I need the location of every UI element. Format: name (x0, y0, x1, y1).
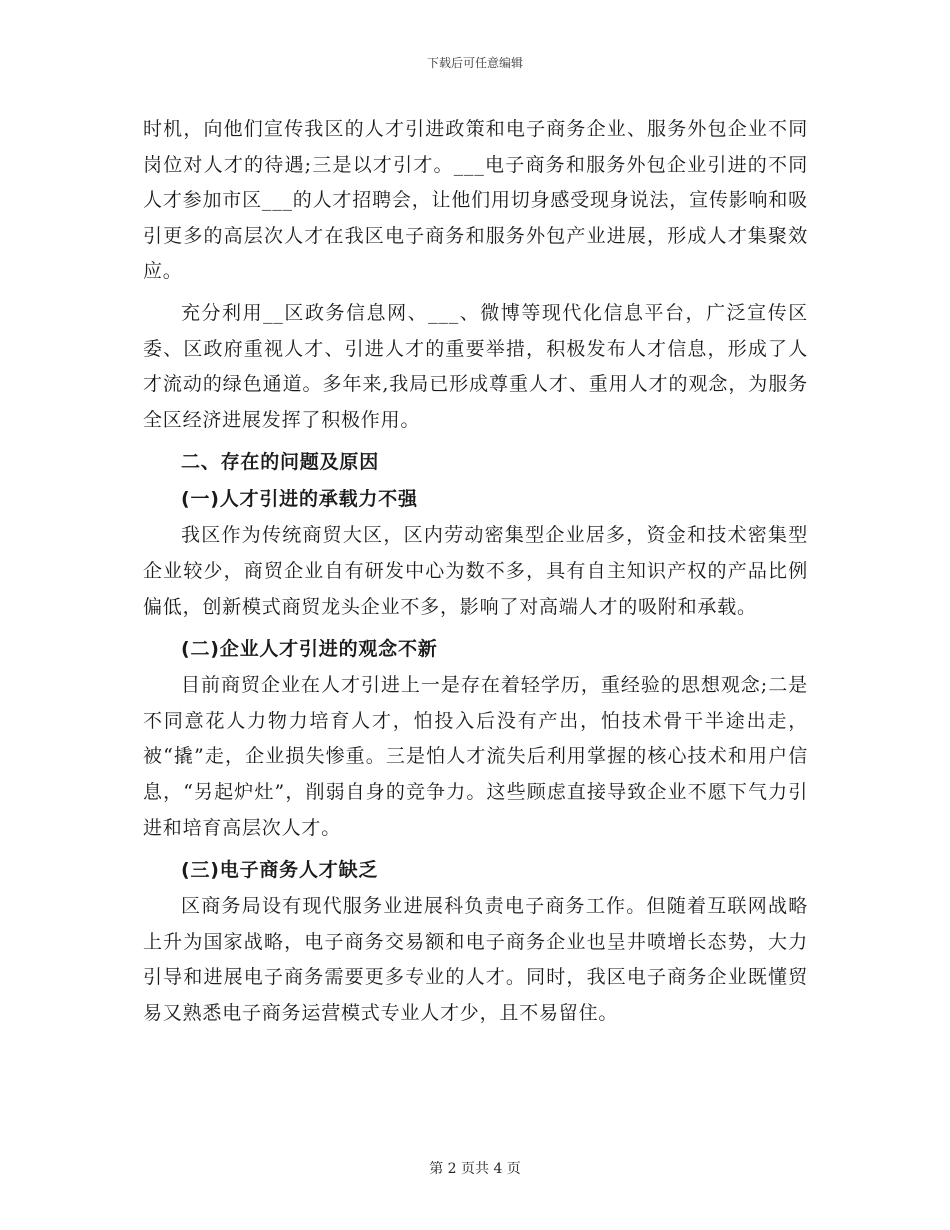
section-heading-problems: 二、存在的问题及原因 (181, 451, 380, 474)
page-footer: 第 2 页共 4 页 (429, 1161, 521, 1177)
document-body (143, 112, 808, 1037)
paragraph-continued: 时机，向他们宣传我区的人才引进政策和电子商务企业、服务外包企业不同岗位对人才的待遇;三是以才引才。___电子商务和服务外包企业引进的不同人才参加市区___的人才招聘会，让他们用切身感受现身说法，宣传影响和吸引更多的高层次人才在我区电子商务和服务外包产业进展，形成人才集聚效应。 (143, 118, 808, 283)
subheading-ecommerce: (三)电子商务人才缺乏 (181, 859, 379, 882)
paragraph-info-platform: 充分利用__区政务信息网、___、微博等现代化信息平台，广泛宣传区委、区政府重视人才、引进人才的重要举措，积极发布人才信息，形成了人才流动的绿色通道。多年来,我局已形成尊重人才、重用人才的观念，为服务全区经济进展发挥了积极作用。 (143, 301, 808, 431)
subheading-mindset: (二)企业人才引进的观念不新 (181, 638, 438, 661)
subheading-capacity: (一)人才引进的承载力不强 (181, 488, 418, 511)
paragraph-mindset: 目前商贸企业在人才引进上一是存在着轻学历，重经验的思想观念;二是不同意花人力物力培育人才，怕投入后没有产出，怕技术骨干半途出走，被“撬”走，企业损失惨重。三是怕人才流失后利用掌握的核心技术和用户信息，“另起炉灶”，削弱自身的竞争力。这些顾虑直接导致企业不愿下气力引进和培育高层次人才。 (143, 674, 808, 839)
page-header: 下载后可任意编辑 (426, 56, 523, 70)
paragraph-capacity: 我区作为传统商贸大区，区内劳动密集型企业居多，资金和技术密集型企业较少，商贸企业自有研发中心为数不多，具有自主知识产权的产品比例偏低，创新模式商贸龙头企业不多，影响了对高端人才的吸附和承载。 (143, 524, 808, 618)
paragraph-ecommerce: 区商务局设有现代服务业进展科负责电子商务工作。但随着互联网战略上升为国家战略，电子商务交易额和电子商务企业也呈井喷增长态势，大力引导和进展电子商务需要更多专业的人才。同时，我区电子商务企业既懂贸易又熟悉电子商务运营模式专业人才少，且不易留住。 (143, 895, 808, 1024)
